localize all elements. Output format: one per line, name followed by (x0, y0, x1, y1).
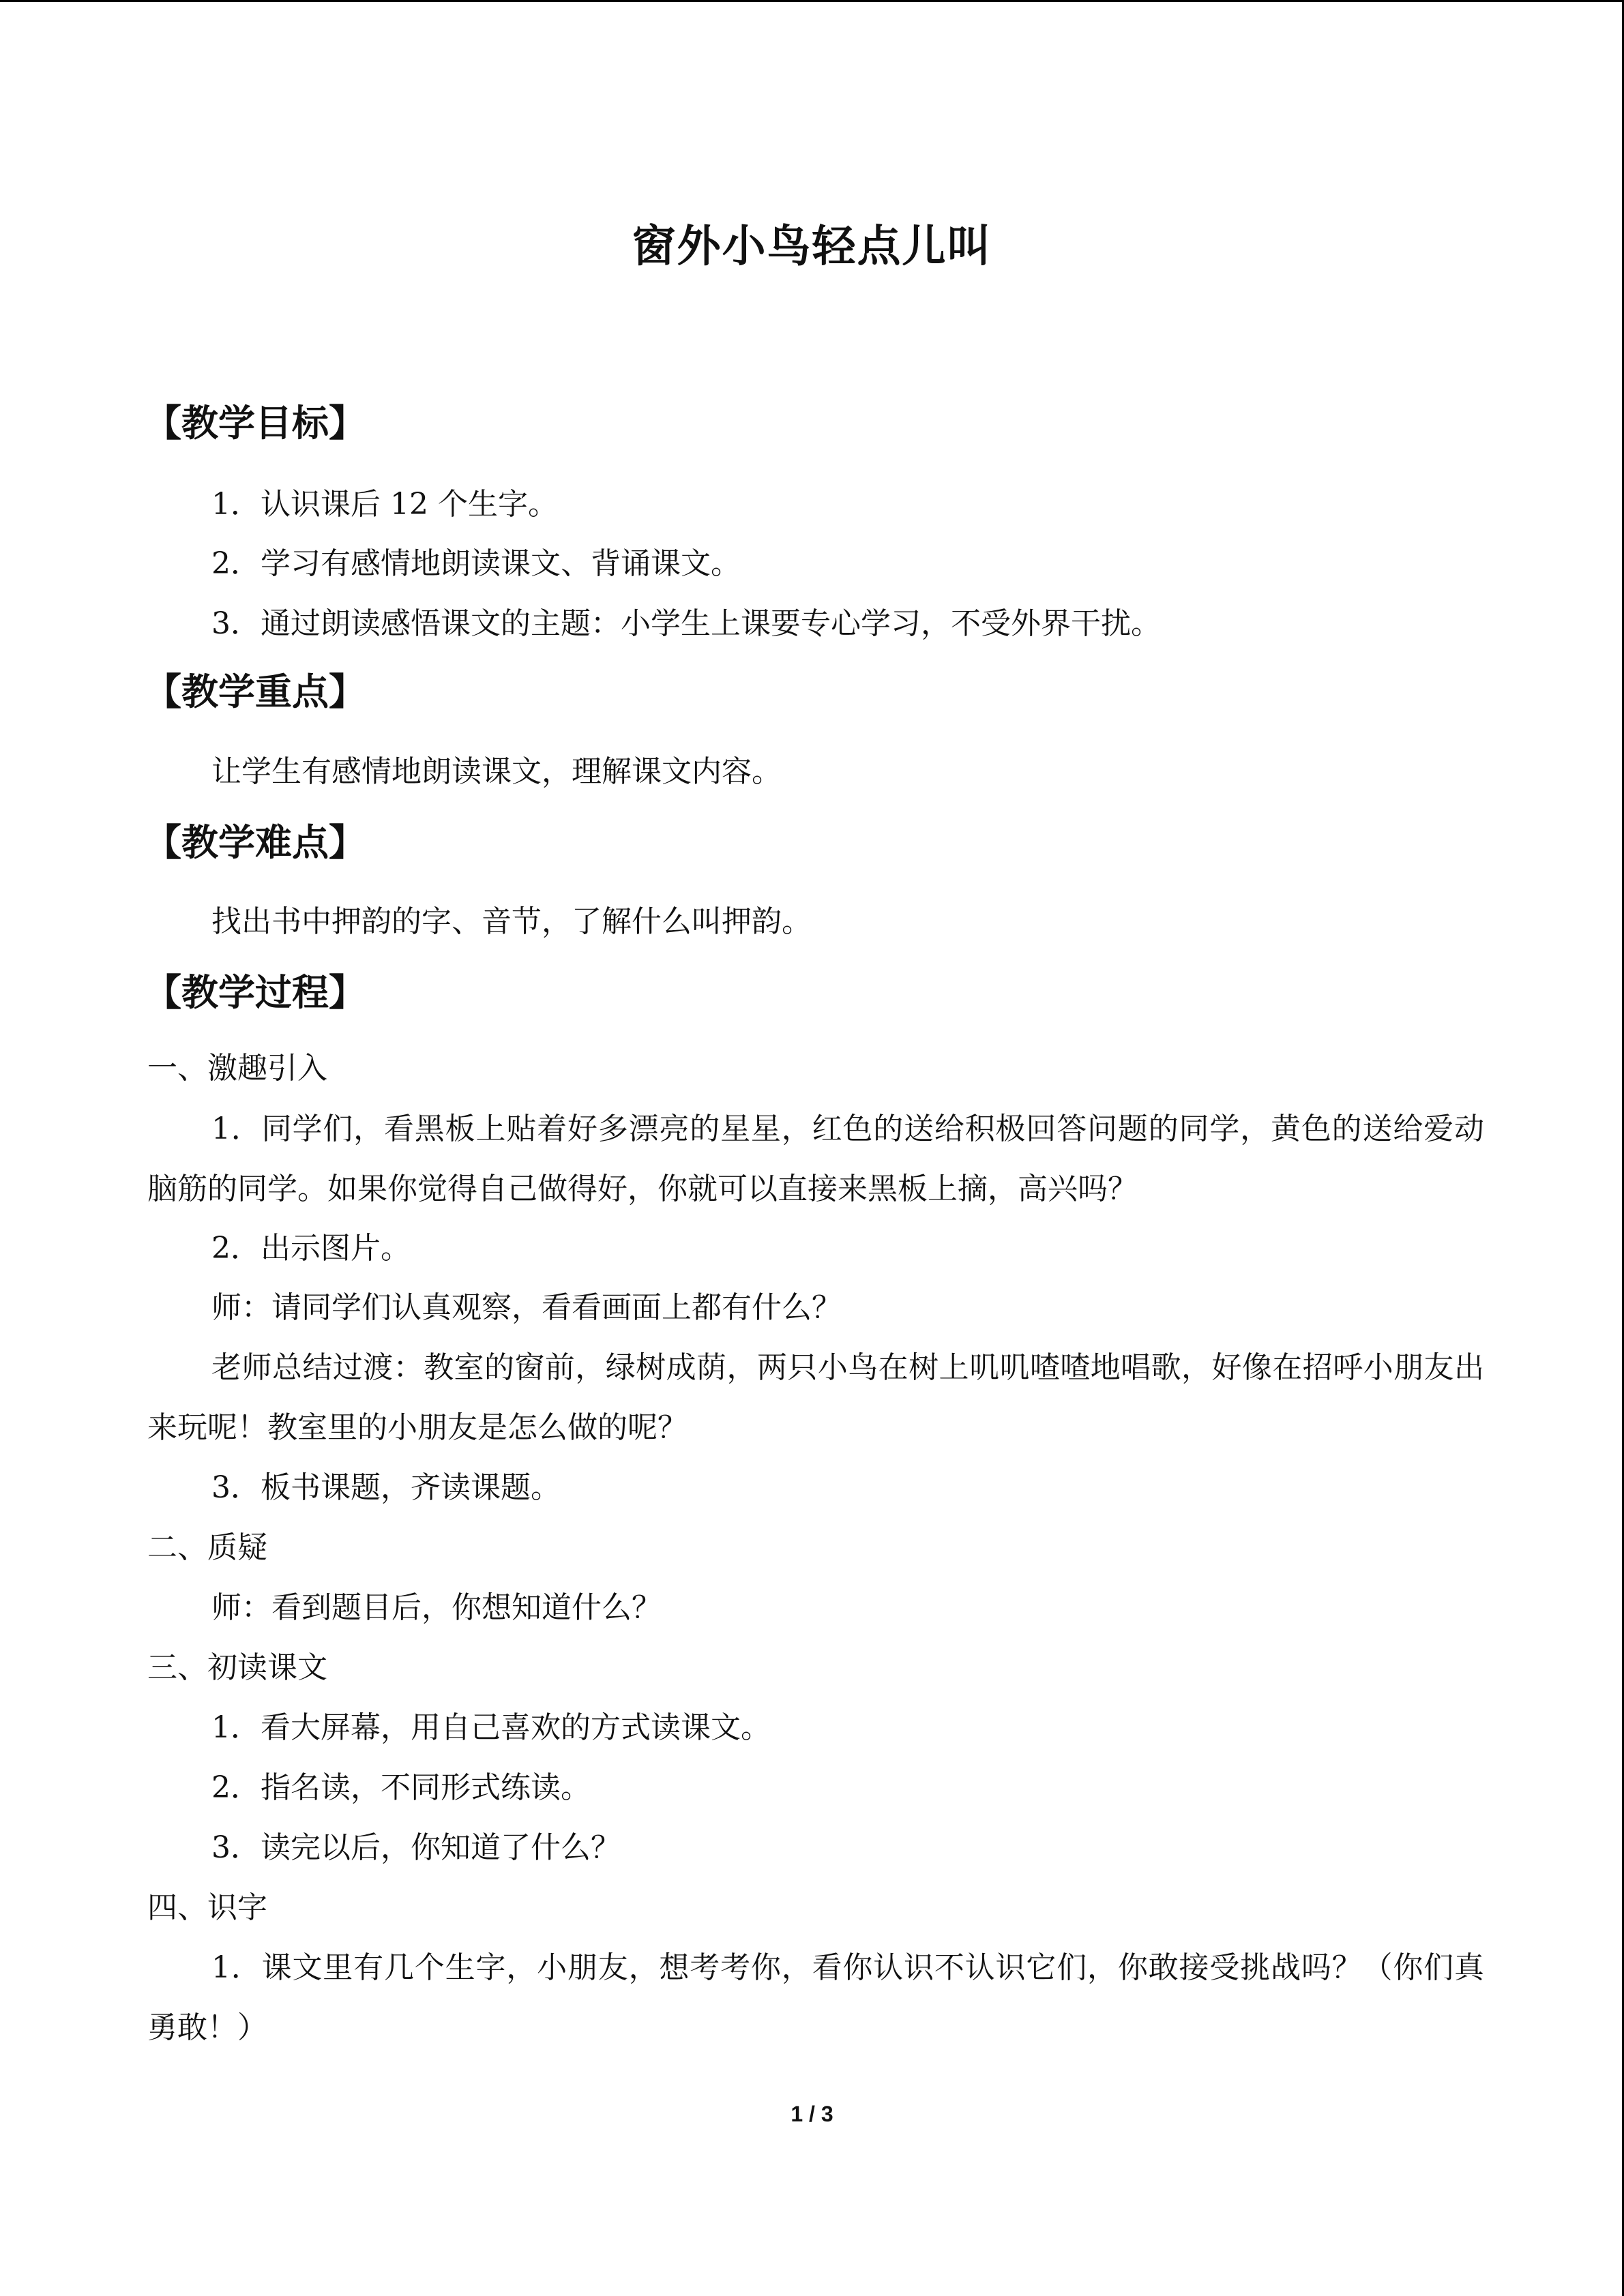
page-title: 窗外小鸟轻点儿叫 (632, 221, 992, 272)
key-points-text: 让学生有感情地朗读课文，理解课文内容。 (211, 754, 782, 789)
section-4-paragraph-1: 1．课文里有几个生字，小朋友，想考考你，看你认识不认识它们，你敢接受挑战吗？（你们真勇敢！） (147, 1950, 1484, 2045)
page-number: 1 / 3 (791, 2102, 833, 2126)
goal-item-3: 3．通过朗读感悟课文的主题：小学生上课要专心学习，不受外界干扰。 (211, 606, 1161, 641)
section-3-paragraph-1: 1．看大屏幕，用自己喜欢的方式读课文。 (211, 1710, 771, 1745)
process-heading: 【教学过程】 (145, 970, 366, 1014)
section-1-paragraph-2: 2．出示图片。 (211, 1231, 411, 1266)
difficulties-heading: 【教学难点】 (145, 820, 366, 864)
section-1-paragraph-4: 老师总结过渡：教室的窗前，绿树成荫，两只小鸟在树上叽叽喳喳地唱歌，好像在招呼小朋友出来玩呢！教室里的小朋友是怎么做的呢？ (147, 1350, 1484, 1445)
section-3-title: 三、初读课文 (147, 1650, 327, 1685)
key-points-heading: 【教学重点】 (145, 670, 366, 713)
section-3-paragraph-2: 2．指名读，不同形式练读。 (211, 1770, 591, 1805)
goal-item-1: 1．认识课后 12 个生字。 (211, 487, 558, 522)
goal-item-2: 2．学习有感情地朗读课文、背诵课文。 (211, 546, 741, 581)
difficulties-text: 找出书中押韵的字、音节，了解什么叫押韵。 (211, 904, 812, 939)
section-1-paragraph-5: 3．板书课题，齐读课题。 (211, 1470, 561, 1505)
section-1-paragraph-3: 师：请同学们认真观察，看看画面上都有什么？ (211, 1290, 842, 1325)
section-2-paragraph-1: 师：看到题目后，你想知道什么？ (211, 1590, 662, 1625)
section-1-title: 一、激趣引入 (147, 1051, 327, 1086)
top-border (0, 0, 1624, 2)
section-2-title: 二、质疑 (147, 1530, 267, 1565)
section-3-paragraph-3: 3．读完以后，你知道了什么？ (211, 1830, 621, 1865)
section-1-paragraph-1: 1．同学们，看黑板上贴着好多漂亮的星星，红色的送给积极回答问题的同学，黄色的送给爱动脑筋的同学。如果你觉得自己做得好，你就可以直接来黑板上摘，高兴吗？ (147, 1112, 1484, 1206)
goals-heading: 【教学目标】 (145, 401, 366, 445)
section-4-title: 四、识字 (147, 1890, 267, 1925)
